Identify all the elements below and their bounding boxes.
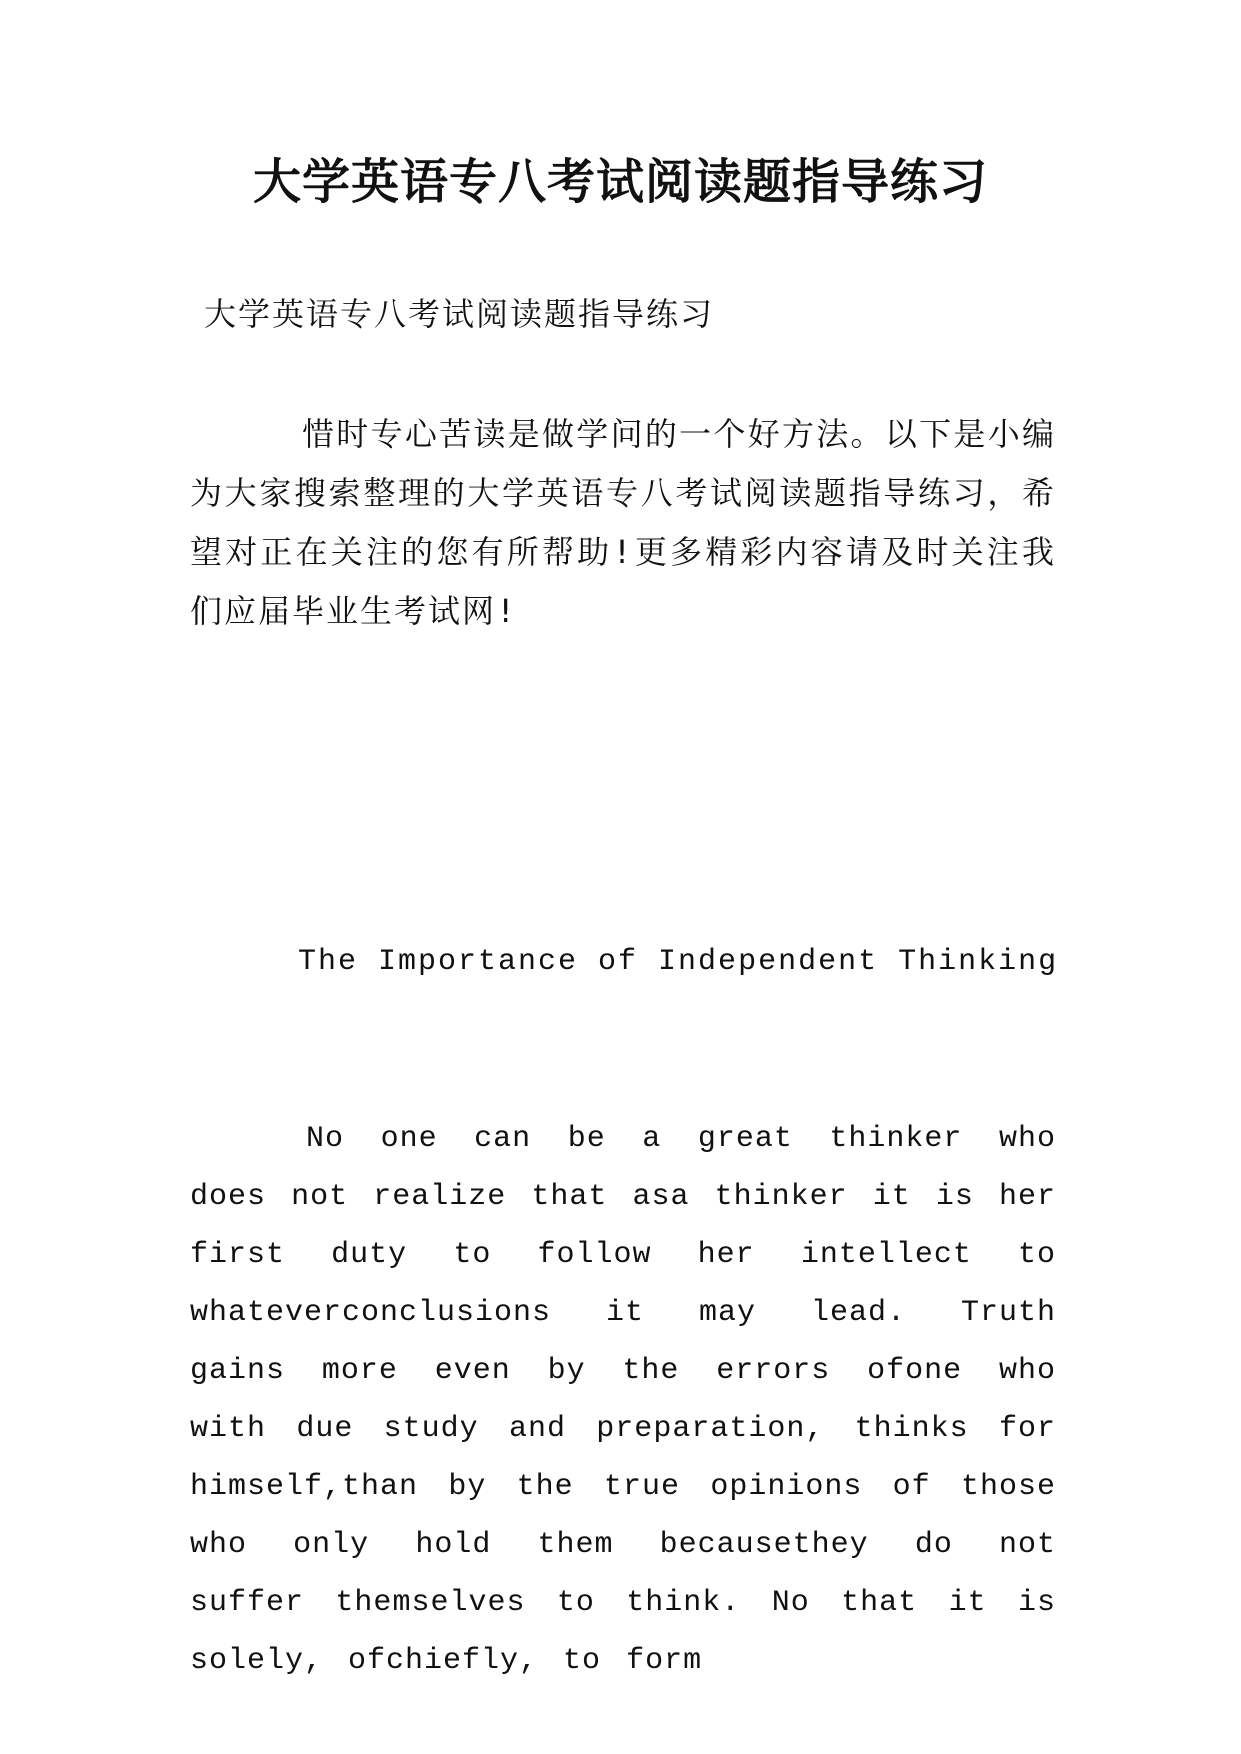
body-paragraph: No one can be a great thinker who does not realize that asa thinker it is her first duty to follow her intellect to whateverconclusions it may lead. Truth gains more even by the errors ofone who with due study and preparation, thinks for himself,than by the true opinions of those who only hold them becausethey do not suffer themselves to think. No that it is solely, ofchiefly, to form	[190, 1122, 1056, 1678]
intro-paragraph: 惜时专心苦读是做学问的一个好方法。以下是小编为大家搜索整理的大学英语专八考试阅读题指导练习，希望对正在关注的您有所帮助!更多精彩内容请及时关注我们应届毕业生考试网!	[190, 415, 1056, 630]
document-title: 大学英语专八考试阅读题指导练习	[252, 154, 988, 210]
section-heading: The Importance of Independent Thinking	[298, 945, 1059, 979]
document-subtitle: 大学英语专八考试阅读题指导练习	[204, 295, 715, 333]
